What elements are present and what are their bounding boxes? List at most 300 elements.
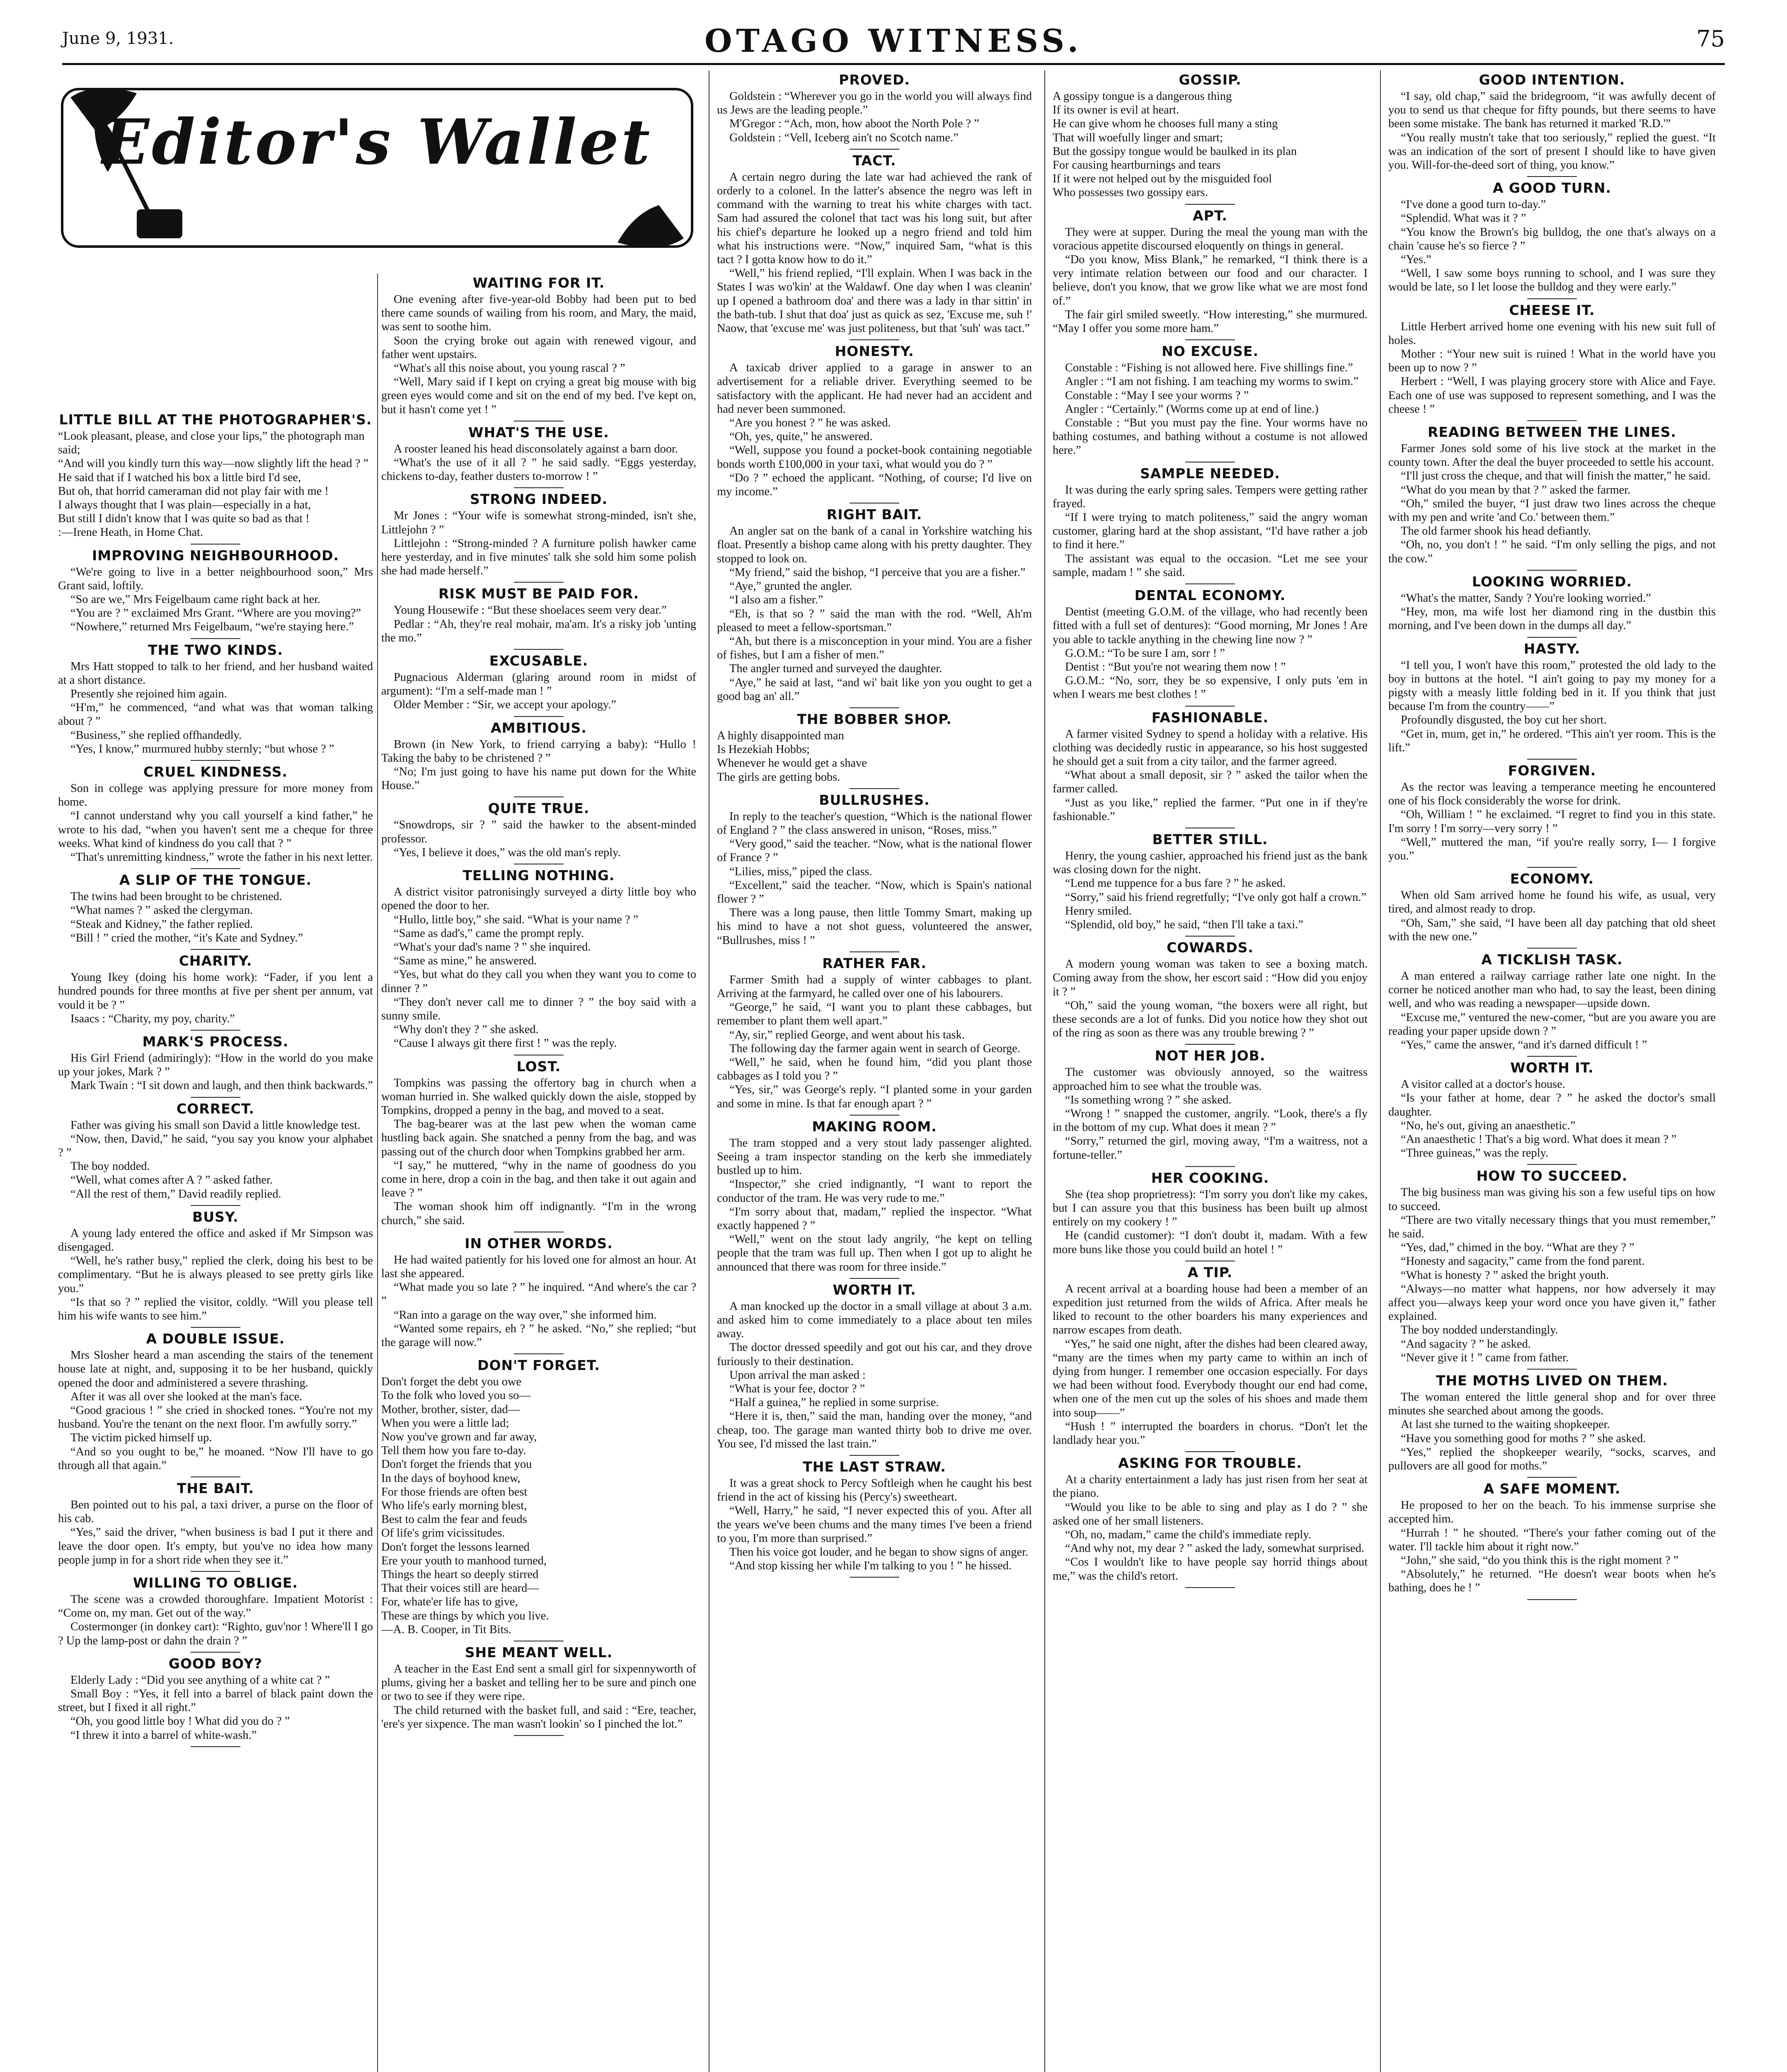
story-divider	[514, 1735, 564, 1736]
story-paragraph: “Aye,” he said at last, “and wi' bait like yon you ought to get a good bag an' all.”	[717, 676, 1032, 703]
story-paragraph: Pugnacious Alderman (glaring around room in midst of argument): “I'm a self-made man ! ”	[381, 671, 696, 698]
story-headline: THE BAIT.	[177, 1480, 254, 1496]
story-paragraph: After it was all over she looked at the man's face.	[70, 1390, 303, 1403]
story	[381, 1358, 696, 1641]
story-divider	[1185, 583, 1235, 584]
story-paragraph: “Yes.”	[1401, 253, 1431, 266]
story-paragraph: “I threw it into a barrel of white-wash.”	[70, 1728, 257, 1742]
story-paragraph: The child returned with the basket full, and said : “Ere, teacher, 'ere's yer sixpence. The man wasn't lookin' so I pinched the lot.”	[381, 1704, 696, 1731]
story-paragraph: Son in college was applying pressure for more money from home.	[58, 782, 373, 809]
story-divider	[1527, 1369, 1577, 1370]
story-paragraph: “No; I'm just going to have his name put down for the White House.”	[381, 765, 696, 792]
story-headline: STRONG INDEED.	[470, 491, 608, 508]
story-divider	[850, 149, 899, 150]
story-divider	[1185, 1587, 1235, 1588]
story-divider	[1185, 1044, 1235, 1045]
story	[1388, 574, 1716, 638]
story-headline: LOOKING WORRIED.	[1472, 573, 1632, 590]
story	[1388, 1060, 1716, 1165]
story-paragraph: Dentist (meeting G.O.M. of the village, who had recently been fitted with a full set of dentures): “Good morning, Mr Jones ! Are you able to tackle anything in the chewing line now ? ”	[1053, 605, 1368, 646]
story-paragraph: “No, he's out, giving an anaesthetic.”	[1401, 1119, 1576, 1132]
story-headline: NO EXCUSE.	[1162, 343, 1259, 360]
story-paragraph: “I say, old chap,” said the bridegroom, “it was awfully decent of you to send us that cheque for fifty pounds, but there seems to have been some mistake. The bank has returned it marked 'R.D.'”	[1388, 90, 1716, 131]
story-paragraph: The girls are getting bobs.	[717, 770, 840, 784]
story-paragraph: “Ran into a garage on the way over,” she informed him.	[394, 1308, 657, 1322]
story-paragraph: But still I didn't know that I was quite so bad as that !	[58, 512, 310, 525]
story	[58, 764, 373, 869]
story-paragraph: A visitor called at a doctor's house.	[1401, 1078, 1565, 1091]
story	[1053, 832, 1368, 937]
story-paragraph: “H'm,” he commenced, “and what was that woman talking about ? ”	[58, 701, 373, 728]
story-paragraph: “Have you something good for moths ? ” she asked.	[1401, 1432, 1646, 1445]
story-divider	[850, 707, 899, 708]
story-paragraph: “Here it is, then,” said the man, handing over the money, “and cheap, too. The garage man wanted thirty bob to drive me over. You see, I'd missed the last train.”	[717, 1410, 1032, 1450]
story-paragraph: Of life's grim vicissitudes.	[381, 1527, 505, 1540]
story-paragraph: “All the rest of them,” David readily replied.	[70, 1187, 281, 1201]
story-divider	[1185, 339, 1235, 340]
story-headline: MARK'S PROCESS.	[142, 1033, 289, 1050]
issue-date: June 9, 1931.	[62, 29, 174, 48]
story-paragraph: “I've done a good turn to-day.”	[1401, 198, 1546, 211]
story-paragraph: The scene was a crowded thoroughfare. Impatient Motorist : “Come on, my man. Get out of the way.”	[58, 1593, 373, 1620]
story-headline: A GOOD TURN.	[1493, 180, 1611, 196]
masthead-rule	[62, 63, 1725, 65]
story-divider	[1527, 298, 1577, 299]
story-paragraph: “Snowdrops, sir ? ” said the hawker to the absent-minded professor.	[381, 818, 696, 845]
story-divider	[1527, 1164, 1577, 1165]
story-paragraph: “Oh, you good little boy ! What did you do ? ”	[70, 1715, 290, 1728]
story-paragraph: “Lend me tuppence for a bus fare ? ” he asked.	[1065, 877, 1286, 890]
story-paragraph: “Well, I saw some boys running to school, and I was sure they would be late, so I let loose the bulldog and they were early.”	[1388, 267, 1716, 294]
story	[381, 491, 696, 583]
story-paragraph: Young Housewife : “But these shoelaces seem very dear.”	[394, 604, 667, 617]
story-paragraph: The boy nodded understandingly.	[1401, 1324, 1558, 1337]
story	[1053, 1048, 1368, 1167]
story-paragraph: “Yes, but what do they call you when they want you to come to dinner ? ”	[381, 968, 696, 995]
story-paragraph: Whenever he would get a shave	[717, 757, 867, 770]
story-paragraph: “Yes,” said the driver, “when business is bad I put it there and leave the door open. It's empty, but you've no idea how many people jump in for a short ride when they see it.”	[58, 1526, 373, 1566]
story	[717, 1282, 1032, 1456]
story	[1388, 952, 1716, 1057]
story-headline: A SAFE MOMENT.	[1483, 1481, 1621, 1497]
story	[58, 548, 373, 639]
story	[717, 507, 1032, 708]
story-headline: TELLING NOTHING.	[462, 867, 615, 884]
story-headline: SHE MEANT WELL.	[465, 1644, 613, 1661]
story-paragraph: His Girl Friend (admiringly): “How in the world do you make up your jokes, Mark ? ”	[58, 1051, 373, 1079]
story-paragraph: Angler : “Certainly.” (Worms come up at end of line.)	[1065, 402, 1319, 416]
story	[717, 956, 1032, 1116]
story-paragraph: “You know the Brown's big bulldog, the one that's always on a chain 'cause he's so fierce ? ”	[1388, 225, 1716, 252]
story-headline: ASKING FOR TROUBLE.	[1118, 1455, 1302, 1472]
story	[717, 72, 1032, 150]
story-headline: RATHER FAR.	[822, 955, 927, 971]
story-paragraph: “Splendid. What was it ? ”	[1401, 212, 1526, 225]
story-paragraph: G.O.M.: “To be sure I am, sorr ! ”	[1065, 646, 1225, 660]
story-divider	[191, 1030, 240, 1031]
story-divider	[191, 868, 240, 869]
story-paragraph: “Do ? ” echoed the applicant. “Nothing, of course; I'd live on my income.”	[717, 471, 1032, 499]
story-headline: BETTER STILL.	[1152, 831, 1268, 847]
story-paragraph: The customer was obviously annoyed, so the waitress approached him to see what the trouble was.	[1053, 1066, 1368, 1093]
story-paragraph: “Is that so ? ” replied the visitor, coldly. “Will you please tell him his wife wants to see him.”	[58, 1295, 373, 1322]
story-paragraph: “I'll just cross the cheque, and that will finish the matter,” he said.	[1401, 470, 1711, 483]
story	[58, 412, 373, 545]
story-divider	[191, 760, 240, 761]
story-headline: FASHIONABLE.	[1151, 709, 1269, 726]
story-paragraph: Goldstein : “Wherever you go in the world you will always find us Jews are the leading people.”	[717, 90, 1032, 117]
story-divider	[191, 544, 240, 545]
story-headline: HONESTY.	[835, 343, 914, 360]
story-paragraph: For causing heartburnings and tears	[1053, 159, 1221, 172]
story-paragraph: “Hullo, little boy,” she said. “What is your name ? ”	[394, 913, 639, 926]
story-paragraph: “Ah, but there is a misconception in your mind. You are a fisher of fishes, but I am a fisher of men.”	[717, 634, 1032, 662]
page-number: 75	[1696, 26, 1725, 52]
story	[1053, 208, 1368, 341]
story-paragraph: “Is something wrong ? ” she asked.	[1065, 1093, 1232, 1106]
story	[58, 1575, 373, 1653]
story-paragraph: Henry, the young cashier, approached his friend just as the bank was closing down for the night.	[1053, 849, 1368, 876]
story-paragraph: “What do you mean by that ? ” asked the farmer.	[1401, 483, 1631, 496]
story-paragraph: Constable : “May I see your worms ? ”	[1065, 389, 1249, 402]
story-paragraph: “Sorry,” returned the girl, moving away, “I'm a waitress, not a fortune-teller.”	[1053, 1135, 1368, 1162]
story-divider	[1185, 936, 1235, 937]
story-paragraph: “What is your fee, doctor ? ”	[729, 1382, 865, 1396]
story-divider	[1527, 1477, 1577, 1478]
story-divider	[1527, 176, 1577, 177]
story-paragraph: The boy nodded.	[70, 1160, 150, 1173]
story-headline: WAITING FOR IT.	[472, 275, 605, 291]
story-paragraph: “What is honesty ? ” asked the bright youth.	[1401, 1268, 1609, 1282]
story-headline: EXCUSABLE.	[489, 653, 588, 669]
story-paragraph: Mr Jones : “Your wife is somewhat strong-minded, isn't she, Littlejohn ? ”	[381, 509, 696, 536]
story-paragraph: The following day the farmer again went in search of George.	[729, 1042, 1020, 1055]
story-paragraph: “George,” he said, “I want you to plant these cabbages, but remember to plant them well apart.”	[717, 1001, 1032, 1028]
column-2	[381, 274, 696, 2072]
story-paragraph: “Yes,” replied the shopkeeper wearily, “socks, scarves, and pullovers are all good for moths.”	[1388, 1445, 1716, 1473]
story-paragraph: “Hey, mon, ma wife lost her diamond ring in the dustbin this morning, and I've been down in the dumps all day.”	[1388, 605, 1716, 632]
story-paragraph: “What's all this noise about, you young rascal ? ”	[394, 362, 625, 375]
story-paragraph: “Business,” she replied offhandedly.	[70, 729, 242, 742]
story	[1053, 588, 1368, 706]
story-paragraph: “I cannot understand why you call yourself a kind father,” he wrote to his dad, “when you haven't sent me a cheque for three weeks. What kind of kindness do you call that ? ”	[58, 809, 373, 850]
story-paragraph: “Bill ! ” cried the mother, “it's Kate and Sydney.”	[70, 931, 303, 944]
story-headline: COWARDS.	[1167, 939, 1254, 956]
story-paragraph: But the gossipy tongue would be baulked in its plan	[1053, 145, 1297, 158]
story-paragraph: “If I were trying to match politeness,” said the angry woman customer, glaring hard at the shop assistant, “I'd have rather a job to find it here.”	[1053, 511, 1368, 552]
story-headline: HOW TO SUCCEED.	[1476, 1168, 1628, 1184]
story-paragraph: The tram stopped and a very stout lady passenger alighted. Seeing a tram inspector standing on the kerb she immediately bustled up to him.	[717, 1136, 1032, 1177]
story-paragraph: “Cause I always git there first ! ” was the reply.	[394, 1037, 617, 1050]
story-paragraph: “Hush ! ” interrupted the boarders in chorus. “Don't let the landlady hear you.”	[1053, 1420, 1368, 1447]
story-headline: WHAT'S THE USE.	[468, 424, 609, 441]
story-paragraph: That will woefully linger and smart;	[1053, 131, 1223, 144]
story-headline: A TIP.	[1187, 1264, 1233, 1280]
story-paragraph: He said that if I watched his box a little bird I'd see,	[58, 471, 301, 484]
story-paragraph: “Oh,” smiled the buyer, “I just draw two lines across the cheque with my pen and write 'and Co.' between them.”	[1388, 497, 1716, 524]
story-paragraph: Don't forget the lessons learned	[381, 1540, 530, 1554]
story-paragraph: “And so you ought to be,” he moaned. “Now I'll have to go through all that again.”	[58, 1445, 373, 1472]
story	[58, 1034, 373, 1098]
story-paragraph: “Yes, sir,” was George's reply. “I planted some in your garden and some in mine. Is that far enough apart ? ”	[717, 1083, 1032, 1110]
story-divider	[191, 1571, 240, 1572]
story-paragraph: “Do you know, Miss Blank,” he remarked, “I think there is a very intimate relation between our food and our character. I believe, don't you know, that we grow like what we are most fond of.”	[1053, 253, 1368, 307]
story-paragraph: The doctor dressed speedily and got out his car, and they drove furiously to their destination.	[717, 1341, 1032, 1368]
story-paragraph: M'Gregor : “Ach, mon, how aboot the North Pole ? ”	[729, 117, 979, 131]
story-headline: THE LAST STRAW.	[803, 1459, 946, 1475]
story-paragraph: They were at supper. During the meal the young man with the voracious appetite discoursed eloquently on things in general.	[1053, 225, 1368, 252]
story	[381, 425, 696, 489]
column-3	[717, 70, 1032, 2072]
story-paragraph: “John,” she said, “do you think this is the right moment ? ”	[1401, 1554, 1679, 1567]
story-paragraph: “Get in, mum, get in,” he ordered. “This ain't yer room. This is the lift.”	[1388, 727, 1716, 754]
story-headline: RISK MUST BE PAID FOR.	[438, 586, 639, 602]
story-paragraph: “Always—no matter what happens, nor how adversely it may affect you—always keep your word once you have given it,” father explained.	[1388, 1282, 1716, 1323]
story-paragraph: “Oh, yes, quite,” he answered.	[729, 430, 873, 443]
story-paragraph: Mother, brother, sister, dad—	[381, 1403, 520, 1416]
story-paragraph: “And sagacity ? ” he asked.	[1401, 1337, 1531, 1351]
story-paragraph: Farmer Smith had a supply of winter cabbages to plant. Arriving at the farmyard, he called over one of his labourers.	[717, 973, 1032, 1000]
story-paragraph: “That's unremitting kindness,” wrote the father in his next letter.	[70, 851, 373, 864]
story-paragraph: “Splendid, old boy,” he said, “then I'll take a taxi.”	[1065, 918, 1303, 931]
story-paragraph: “Oh, no, you don't ! ” he said. “I'm only selling the pigs, and not the cow.”	[1388, 538, 1716, 565]
story	[58, 642, 373, 761]
story-paragraph: The woman entered the little general shop and for over three minutes she searched about among the goods.	[1388, 1391, 1716, 1418]
story-paragraph: Tell them how you fare to-day.	[381, 1444, 526, 1457]
column-4	[1053, 70, 1368, 2072]
column-rule	[1044, 70, 1045, 2072]
story-paragraph: Little Herbert arrived home one evening with his new suit full of holes.	[1388, 320, 1716, 347]
story	[717, 1459, 1032, 1578]
story-divider	[191, 1652, 240, 1653]
story-paragraph: “Ay, sir,” replied George, and went about his task.	[729, 1028, 965, 1041]
story-paragraph: Dentist : “But you're not wearing them now ! ”	[1065, 660, 1286, 673]
story-paragraph: Goldstein : “Vell, Iceberg ain't no Scotch name.”	[729, 131, 959, 144]
story	[1388, 871, 1716, 949]
story-paragraph: A taxicab driver applied to a garage in answer to an advertisement for a reliable driver. Everything seemed to be satisfactory with the applicant. He had never had an accident and had never been summoned.	[717, 361, 1032, 416]
story-paragraph: Now you've grown and far away,	[381, 1431, 537, 1443]
story-paragraph: There was a long pause, then little Tommy Smart, making up his mind to have a not shot guess, volunteered the answer, “Bullrushes, miss ! ”	[717, 906, 1032, 947]
story-paragraph: “I also am a fisher.”	[729, 593, 823, 607]
story-paragraph: “Same as mine,” he answered.	[394, 954, 537, 968]
story	[58, 1331, 373, 1477]
story-headline: READING BETWEEN THE LINES.	[1427, 424, 1677, 441]
story-paragraph: For those friends are often best	[381, 1485, 528, 1498]
story-paragraph: Constable : “Fishing is not allowed here. Five shillings fine.”	[1065, 361, 1353, 375]
story-paragraph: “Well,” his friend replied, “I'll explain. When I was back in the States I was wo'kin' at the Waldawf. One day when I was cleanin' up I opened a bathroom doa' and there was a lady in thar sittin' in the bath-tub. I shut that doa' just as quick as sez, 'Excuse me, suh !' Naow, that 'excuse me' was just politeness, but that 'suh' was tact.”	[717, 267, 1032, 335]
story-divider	[191, 1746, 240, 1747]
story-paragraph: “Excellent,” said the teacher. “Now, which is Spain's national flower ? ”	[717, 879, 1032, 905]
story-paragraph: “What's your dad's name ? ” she inquired.	[394, 940, 591, 954]
story-headline: FORGIVEN.	[1508, 762, 1596, 779]
story	[58, 1101, 373, 1206]
story	[1053, 1455, 1368, 1588]
story-paragraph: “And stop kissing her while I'm talking to you ! ” he hissed.	[729, 1559, 1012, 1573]
story-paragraph: Things the heart so deeply stirred	[381, 1568, 539, 1581]
story-headline: BUSY.	[192, 1208, 239, 1225]
story-paragraph: “What's the matter, Sandy ? You're looking worried.”	[1401, 591, 1651, 605]
story	[1053, 1170, 1368, 1261]
story-divider	[850, 951, 899, 952]
story-paragraph: Profoundly disgusted, the boy cut her short.	[1401, 714, 1607, 727]
story-paragraph: “Would you like to be able to sing and play as I do ? ” she asked one of her small listeners.	[1053, 1501, 1368, 1527]
story-paragraph: “I say,” he muttered, “why in the name of goodness do you come in here, drop a coin in the bag, and then take it out again and leave ? ”	[381, 1159, 696, 1200]
story-paragraph: Mrs Slosher heard a man ascending the stairs of the tenement house late at night, and, supposing it to be her husband, quickly opened the door and administered a severe thrashing.	[58, 1349, 373, 1389]
story	[1053, 1265, 1368, 1452]
story-paragraph: Mark Twain : “I sit down and laugh, and then think backwards.”	[70, 1079, 373, 1092]
story	[717, 1119, 1032, 1279]
story-headline: CORRECT.	[177, 1100, 254, 1117]
story-divider	[191, 1097, 240, 1098]
story-paragraph: Mrs Hatt stopped to talk to her friend, and her husband waited at a short distance.	[58, 660, 373, 687]
story-paragraph: An angler sat on the bank of a canal in Yorkshire watching his float. Presently a bishop came along with his pretty daughter. They stopped to look on.	[717, 525, 1032, 565]
story-paragraph: These are things by which you live.	[381, 1609, 549, 1622]
story-headline: WORTH IT.	[1510, 1060, 1594, 1076]
story-paragraph: Don't forget the friends that you	[381, 1458, 532, 1471]
story-headline: PROVED.	[839, 72, 910, 88]
story-paragraph: “An anaesthetic ! That's a big word. What does it mean ? ”	[1401, 1133, 1677, 1146]
story-headline: CHEESE IT.	[1509, 302, 1595, 318]
story-paragraph: “Excuse me,” ventured the new-comer, “but are you aware you are reading your paper upside down ? ”	[1388, 1011, 1716, 1038]
story-paragraph: Young Ikey (doing his home work): “Fader, if you lent a hundred pounds for three months at five per shent per annum, vat vould it be ? ”	[58, 971, 373, 1012]
story-paragraph: “We're going to live in a better neighbourhood soon,” Mrs Grant said, loftily.	[58, 565, 373, 592]
story	[58, 953, 373, 1031]
story-paragraph: It was during the early spring sales. Tempers were getting rather frayed.	[1053, 483, 1368, 510]
story-headline: NOT HER JOB.	[1155, 1048, 1266, 1064]
story-paragraph: “Just as you like,” replied the farmer. “Put one in if they're fashionable.”	[1053, 796, 1368, 823]
story	[1388, 424, 1716, 571]
story-paragraph: “Yes, dad,” chimed in the boy. “What are they ? ”	[1401, 1241, 1634, 1254]
story	[717, 344, 1032, 503]
story-paragraph: “Yes, I know,” murmured hubby sternly; “but whose ? ”	[70, 742, 334, 755]
story	[1388, 180, 1716, 299]
story-paragraph: “Wanted some repairs, eh ? ” he asked. “No,” she replied; “but the garage will now.”	[381, 1322, 696, 1349]
story-headline: APT.	[1193, 207, 1228, 224]
story-paragraph: Costermonger (in donkey cart): “Righto, guv'nor ! Where'll I go ? Up the lamp-post or dahn the drain ? ”	[58, 1620, 373, 1647]
story-paragraph: “Yes,” he said one night, after the dishes had been cleared away, “many are the times when my party came to within an inch of dying from hunger. I remember one occasion especially. For days we had been without food. Everybody thought our end had come, when one of the men cut up the soles of his shoes and made them into soup——”	[1053, 1337, 1368, 1419]
story-headline: GOOD BOY?	[168, 1655, 263, 1672]
story-paragraph: “Steak and Kidney,” the father replied.	[70, 917, 253, 931]
story	[381, 653, 696, 717]
story-paragraph: The old farmer shook his head defiantly.	[1401, 525, 1591, 538]
story-paragraph: Elderly Lady : “Did you see anything of a white cat ? ”	[70, 1673, 330, 1687]
story-divider	[1185, 204, 1235, 205]
story-divider	[514, 796, 564, 797]
story-paragraph: “Well,” went on the stout lady angrily, “he kept on telling people that the tram was full up. Then when I got up to alight he announced that there was room for three inside.”	[717, 1233, 1032, 1273]
story-paragraph: Ben pointed out to his pal, a taxi driver, a purse on the floor of his cab.	[58, 1498, 373, 1525]
story	[1388, 72, 1716, 177]
story-paragraph: A man entered a railway carriage rather late one night. In the corner he noticed another man who had, to say the least, been dining well, and who was reading a newspaper—upside down.	[1388, 969, 1716, 1010]
story	[381, 801, 696, 864]
story-paragraph: If its owner is evil at heart.	[1053, 104, 1179, 117]
story-paragraph: The big business man was giving his son a few useful tips on how to succeed.	[1388, 1186, 1716, 1213]
story-divider	[191, 1205, 240, 1206]
story-divider	[850, 1455, 899, 1456]
story-divider	[850, 1115, 899, 1116]
story-paragraph: “Half a guinea,” he replied in some surprise.	[729, 1396, 939, 1409]
story-headline: TACT.	[852, 152, 896, 169]
story-paragraph: “Oh, no, madam,” came the child's immediate reply.	[1065, 1528, 1311, 1542]
story	[1388, 1168, 1716, 1370]
story-paragraph: “And will you kindly turn this way—now slightly lift the head ? ”	[58, 457, 369, 470]
story-paragraph: Small Boy : “Yes, it fell into a barrel of black paint down the street, but I fixed it all right.”	[58, 1687, 373, 1714]
story-paragraph: “So are we,” Mrs Feigelbaum came right back at her.	[70, 593, 321, 606]
story-paragraph: “Good gracious ! ” she cried in shocked tones. “You're not my husband. You're the tenant on the next floor. I'm awfully sorry.”	[58, 1404, 373, 1431]
story	[1388, 1481, 1716, 1600]
story-headline: BULLRUSHES.	[819, 792, 930, 808]
story-paragraph: Presently she rejoined him again.	[70, 687, 227, 701]
story-paragraph: “Very good,” said the teacher. “Now, what is the national flower of France ? ”	[717, 838, 1032, 864]
story-divider	[514, 649, 564, 650]
story-paragraph: “My friend,” said the bishop, “I perceive that you are a fisher.”	[729, 566, 1026, 579]
story-paragraph: “Well,” he said, when he found him, “did you plant those cabbages as I told you ? ”	[717, 1055, 1032, 1083]
story	[381, 586, 696, 650]
story-headline: MAKING ROOM.	[812, 1118, 937, 1135]
story-paragraph: G.O.M.: “No, sorr, they be so expensive, I only puts 'em in when I wears me best clothes ! ”	[1053, 674, 1368, 701]
story-paragraph: “Yes, I believe it does,” was the old man's reply.	[394, 846, 621, 859]
story-paragraph: Who life's early morning blest,	[381, 1499, 527, 1513]
story-paragraph: “What made you so late ? ” he inquired. “And where's the car ? ”	[381, 1281, 696, 1308]
story-paragraph: A gossipy tongue is a dangerous thing	[1053, 90, 1232, 103]
story-divider	[1527, 420, 1577, 421]
story-headline: DENTAL ECONOMY.	[1134, 587, 1286, 604]
story	[1388, 641, 1716, 760]
story-paragraph: “Why don't they ? ” she asked.	[394, 1023, 539, 1036]
story-paragraph: He proposed to her on the beach. To his immense surprise she accepted him.	[1388, 1499, 1716, 1526]
story	[381, 868, 696, 1055]
story-paragraph: “Honesty and sagacity,” came from the fond parent.	[1401, 1255, 1645, 1268]
story	[381, 275, 696, 421]
story-paragraph: “Yes,” came the answer, “and it's darned difficult ! ”	[1401, 1038, 1647, 1051]
story	[717, 792, 1032, 952]
story-paragraph: A highly disappointed man	[717, 729, 844, 742]
story-headline: IMPROVING NEIGHBOURHOOD.	[92, 547, 339, 564]
story-paragraph: As the rector was leaving a temperance meeting he encountered one of his flock considerably the worse for drink.	[1388, 780, 1716, 808]
story	[381, 1059, 696, 1232]
story-paragraph: “Eh, is that so ? ” said the man with the rod. “Well, Ah'm pleased to meet a fellow-sportsman.”	[717, 607, 1032, 634]
story	[381, 720, 696, 798]
story	[1388, 763, 1716, 868]
story-divider	[514, 487, 564, 488]
story-headline: AMBITIOUS.	[491, 719, 587, 736]
story-paragraph: “Well, what comes after A ? ” asked father.	[70, 1174, 273, 1187]
story-paragraph: “Oh,” said the young woman, “the boxers were all right, but these seconds are a lot of funks. Did you notice how they shot out of the ring as soon as there was any trouble brewing ? ”	[1053, 999, 1368, 1040]
story-divider	[1527, 637, 1577, 638]
story	[717, 153, 1032, 340]
column-rule	[377, 274, 378, 2072]
story-paragraph: Then his voice got louder, and he began to show signs of anger.	[729, 1546, 1029, 1559]
story-paragraph: A young lady entered the office and asked if Mr Simpson was disengaged.	[58, 1227, 373, 1254]
story-paragraph: A teacher in the East End sent a small girl for sixpennyworth of plums, giving her a basket and telling her to be sure and pinch one or two to see if they were ripe.	[381, 1663, 696, 1703]
story-paragraph: “There are two vitally necessary things that you must remember,” he said.	[1388, 1213, 1716, 1240]
story	[1388, 303, 1716, 421]
story-paragraph: “I'm sorry about that, madam,” replied the inspector. “What exactly happened ? ”	[717, 1205, 1032, 1232]
story-paragraph: “Well, Harry,” he said, “I never expected this of you. After all the years we've been chums and the many times I've been a friend to you, I'm more than surprised.”	[717, 1504, 1032, 1545]
story-paragraph: But oh, that horrid cameraman did not play fair with me !	[58, 484, 329, 498]
story-divider	[1527, 1056, 1577, 1057]
story-paragraph: “Is your father at home, dear ? ” he asked the doctor's small daughter.	[1388, 1092, 1716, 1118]
story-paragraph: When you were a little lad;	[381, 1416, 509, 1430]
story-headline: THE BOBBER SHOP.	[797, 711, 952, 727]
story-paragraph: “Sorry,” said his friend regretfully; “I've only got half a crown.”	[1065, 891, 1366, 904]
story-paragraph: Is Hezekiah Hobbs;	[717, 743, 810, 756]
story-paragraph: If it were not helped out by the misguided fool	[1053, 172, 1272, 186]
story-headline: THE TWO KINDS.	[148, 641, 283, 658]
story-paragraph: He can give whom he chooses full many a sting	[1053, 117, 1278, 131]
story-headline: RIGHT BAIT.	[826, 506, 923, 523]
story-paragraph: “What's the use of it all ? ” he said sadly. “Eggs yesterday, chickens to-day, feather dusters to-morrow ! ”	[381, 456, 696, 483]
story-paragraph: —A. B. Cooper, in Tit Bits.	[381, 1623, 511, 1636]
